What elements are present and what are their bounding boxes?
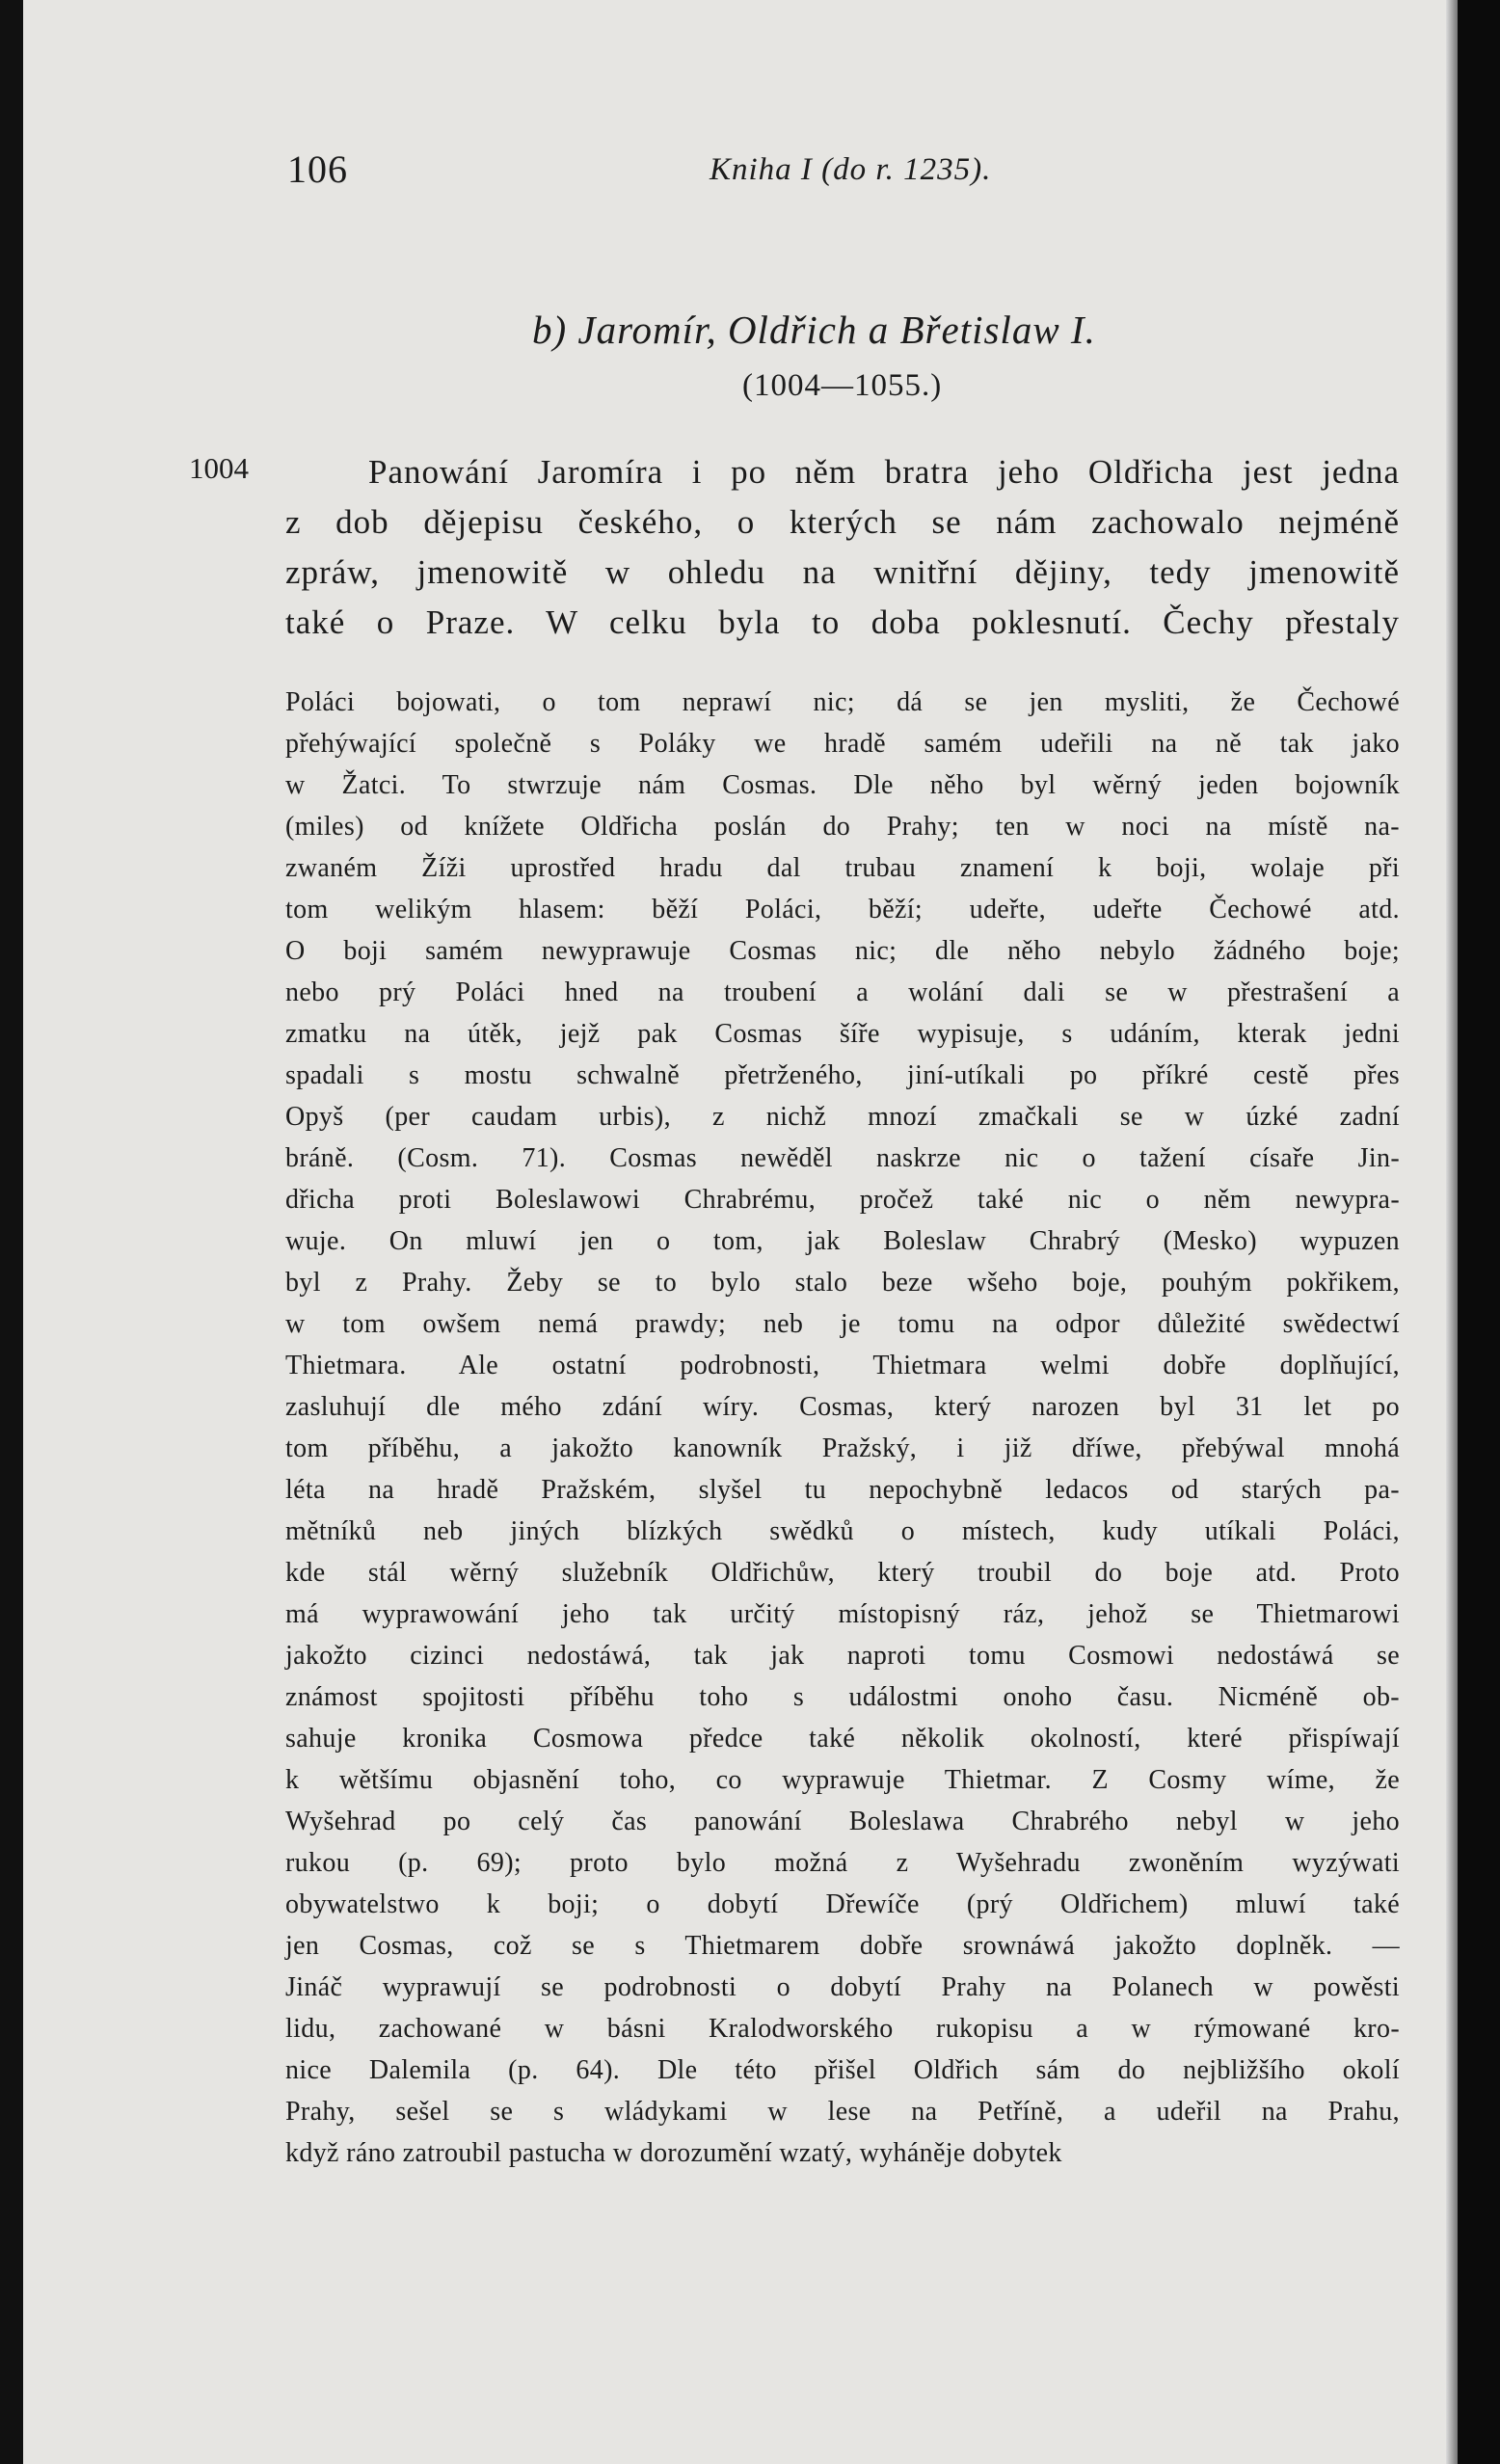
- body-line: Panowání Jaromíra i po něm bratra jeho Oldřicha jest jedna: [368, 453, 1400, 491]
- note-line: přehýwající společně s Poláky we hradě samém udeřili na ně tak jako: [285, 729, 1400, 759]
- note-line: tom příběhu, a jakožto kanowník Pražský, i již dříwe, přebýwal mnohá: [285, 1433, 1400, 1463]
- note-line: jen Cosmas, což se s Thietmarem dobře srownáwá jakožto doplněk. —: [285, 1931, 1400, 1961]
- note-line: Opyš (per caudam urbis), z nichž mnozí zmačkali se w úzké zadní: [285, 1102, 1400, 1132]
- margin-year: 1004: [189, 451, 249, 485]
- note-line: zmatku na útěk, jejž pak Cosmas šíře wypisuje, s udáním, kterak jedni: [285, 1019, 1400, 1049]
- note-line: sahuje kronika Cosmowa předce také několik okolností, které přispíwají: [285, 1724, 1400, 1754]
- note-line: w tom owšem nemá prawdy; neb je tomu na odpor důležité swědectwí: [285, 1309, 1400, 1339]
- note-line: k wětšímu objasnění toho, co wyprawuje Thietmar. Z Cosmy wíme, že: [285, 1765, 1400, 1795]
- note-line: zwaném Žíži uprostřed hradu dal trubau znamení k boji, wolaje při: [285, 853, 1400, 883]
- note-line: tom welikým hlasem: běží Poláci, běží; udeřte, udeřte Čechowé atd.: [285, 895, 1400, 924]
- note-line: (miles) od knížete Oldřicha poslán do Prahy; ten w noci na místě na-: [285, 812, 1400, 842]
- note-line: lidu, zachowané w básni Kralodworského rukopisu a w rýmowané kro-: [285, 2014, 1400, 2044]
- note-line: léta na hradě Pražském, slyšel tu nepochybně ledacos od starých pa-: [285, 1475, 1400, 1505]
- note-line: w Žatci. To stwrzuje nám Cosmas. Dle něho byl wěrný jeden bojowník: [285, 770, 1400, 800]
- note-line: Jináč wyprawují se podrobnosti o dobytí Prahy na Polanech w powěsti: [285, 1972, 1400, 2002]
- note-line: jakožto cizinci nedostáwá, tak jak naproti tomu Cosmowi nedostáwá se: [285, 1641, 1400, 1671]
- note-line: Prahy, sešel se s wládykami w lese na Petříně, a udeřil na Prahu,: [285, 2097, 1400, 2127]
- body-line: zpráw, jmenowitě w ohledu na wnitřní dějiny, tedy jmenowitě: [285, 553, 1400, 591]
- note-line: byl z Prahy. Žeby se to bylo stalo beze wšeho boje, pouhým pokřikem,: [285, 1268, 1400, 1298]
- note-line: bráně. (Cosm. 71). Cosmas newěděl naskrze nic o tažení císaře Jin-: [285, 1143, 1400, 1173]
- note-line: O boji samém newyprawuje Cosmas nic; dle něho nebylo žádného boje;: [285, 936, 1400, 966]
- note-line: Wyšehrad po celý čas panowání Boleslawa Chrabrého nebyl w jeho: [285, 1807, 1400, 1836]
- section-title: b) Jaromír, Oldřich a Břetislaw I.: [532, 308, 1096, 352]
- scan-right-border: [1458, 0, 1500, 2464]
- note-line: Poláci bojowati, o tom neprawí nic; dá se jen mysliti, že Čechowé: [285, 687, 1400, 717]
- note-line: kde stál wěrný služebník Oldřichůw, který troubil do boje atd. Proto: [285, 1558, 1400, 1588]
- page-edge-shadow: [1446, 0, 1458, 2464]
- note-line: spadali s mostu schwalně přetrženého, jiní-utíkali po příkré cestě přes: [285, 1060, 1400, 1090]
- note-line: má wyprawowání jeho tak určitý místopisný ráz, jehož se Thietmarowi: [285, 1599, 1400, 1629]
- note-line: zasluhují dle mého zdání wíry. Cosmas, který narozen byl 31 let po: [285, 1392, 1400, 1422]
- note-line: wuje. On mluwí jen o tom, jak Boleslaw Chrabrý (Mesko) wypuzen: [285, 1226, 1400, 1256]
- running-head: Kniha I (do r. 1235).: [710, 152, 992, 187]
- note-line: nebo prý Poláci hned na troubení a wolání dali se w přestrašení a: [285, 978, 1400, 1007]
- body-line: z dob dějepisu českého, o kterých se nám zachowalo nejméně: [285, 503, 1400, 541]
- note-line: Thietmara. Ale ostatní podrobnosti, Thietmara welmi dobře doplňující,: [285, 1351, 1400, 1380]
- scan-left-border: [0, 0, 23, 2464]
- note-line: když ráno zatroubil pastucha w dorozumění wzatý, wyháněje dobytek: [285, 2138, 1062, 2168]
- section-dates: (1004—1055.): [742, 368, 943, 403]
- note-line: dřicha proti Boleslawowi Chrabrému, pročež také nic o něm newypra-: [285, 1185, 1400, 1215]
- note-line: mětníků neb jiných blízkých swědků o místech, kudy utíkali Poláci,: [285, 1516, 1400, 1546]
- page-number: 106: [287, 147, 348, 191]
- note-line: známost spojitosti příběhu toho s událostmi onoho času. Nicméně ob-: [285, 1682, 1400, 1712]
- body-line: také o Praze. W celku byla to doba poklesnutí. Čechy přestaly: [285, 603, 1400, 641]
- note-line: rukou (p. 69); proto bylo možná z Wyšehradu zwoněním wyzýwati: [285, 1848, 1400, 1878]
- note-line: nice Dalemila (p. 64). Dle této přišel Oldřich sám do nejbližšího okolí: [285, 2055, 1400, 2085]
- note-line: obywatelstwo k boji; o dobytí Dřewíče (prý Oldřichem) mluwí také: [285, 1889, 1400, 1919]
